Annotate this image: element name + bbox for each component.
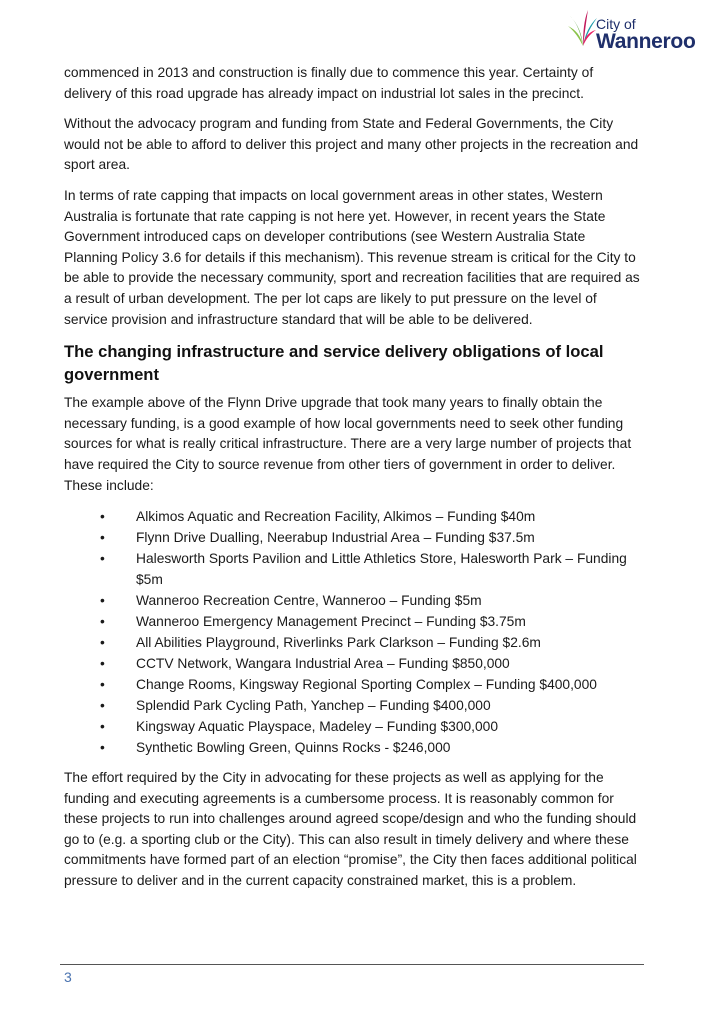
bullet-icon: • [100,698,105,714]
list-item-text: Kingsway Aquatic Playspace, Madeley – Funding $300,000 [136,719,499,735]
list-item [64,653,642,674]
bullet-icon: • [100,530,105,546]
intro-paragraph: The example above of the Flynn Drive upgrade that took many years to finally obtain the necessary funding, is a good example of how local governments need to seek other funding sources for what is really critical infrastructure. There are a very large number of projects that have required the City to source revenue from other tiers of government in order to deliver. These include: [64,395,632,493]
paragraph-2: Without the advocacy program and funding from State and Federal Governments, the City would not be able to afford to deliver this project and many other projects in the recreation and sport area. [64,116,639,173]
section-heading: The changing infrastructure and service delivery obligations of local government [64,342,604,385]
leaf-emblem-icon [566,4,600,48]
list-item-text: Wanneroo Emergency Management Precinct – Funding $3.75m [136,614,526,630]
list-item [64,527,642,548]
logo-line-2: Wanneroo [596,30,696,53]
list-item-text: Halesworth Sports Pavilion and Little Athletics Store, Halesworth Park – Funding $5m [136,551,627,588]
document-body [64,63,642,902]
list-item [64,716,642,737]
list-item-text: Wanneroo Recreation Centre, Wanneroo – Funding $5m [136,593,482,609]
list-item [64,737,642,758]
bullet-icon: • [100,551,105,567]
paragraph-1: commenced in 2013 and construction is finally due to commence this year. Certainty of delivery of this road upgrade has already impact on industrial lot sales in the precinct. [64,65,594,101]
list-item [64,632,642,653]
page-number: 3 [64,969,72,985]
list-item [64,611,642,632]
list-item-text: Change Rooms, Kingsway Regional Sporting Complex – Funding $400,000 [136,677,597,693]
list-item-text: CCTV Network, Wangara Industrial Area – Funding $850,000 [136,656,510,672]
bullet-icon: • [100,509,105,525]
bullet-icon: • [100,719,105,735]
list-item [64,548,642,590]
list-item [64,674,642,695]
list-item-text: Alkimos Aquatic and Recreation Facility, Alkimos – Funding $40m [136,509,536,525]
list-item-text: Synthetic Bowling Green, Quinns Rocks - $246,000 [136,740,451,756]
funded-projects-list [64,506,642,758]
bullet-icon: • [100,593,105,609]
bullet-icon: • [100,635,105,651]
list-item-text: Flynn Drive Dualling, Neerabup Industrial Area – Funding $37.5m [136,530,535,546]
list-item [64,506,642,527]
list-item-text: All Abilities Playground, Riverlinks Park Clarkson – Funding $2.6m [136,635,541,651]
list-item-text: Splendid Park Cycling Path, Yanchep – Funding $400,000 [136,698,491,714]
bullet-icon: • [100,614,105,630]
bullet-icon: • [100,656,105,672]
city-of-wanneroo-logo [566,4,698,54]
footer-divider [60,964,644,965]
list-item [64,695,642,716]
logo-line-1: City of [596,16,636,32]
bullet-icon: • [100,740,105,756]
bullet-icon: • [100,677,105,693]
list-item [64,590,642,611]
closing-paragraph: The effort required by the City in advocating for these projects as well as applying for the funding and executing agreements is a cumbersome process. It is reasonably common for these projects to run into challenges around agreed scope/design and who the funding should go to (e.g. a sporting club or the City). This can also result in timely delivery and where these commitments have formed part of an election “promise”, the City then faces additional political pressure to deliver and in the current capacity constrained market, this is a problem. [64,770,637,889]
paragraph-3: In terms of rate capping that impacts on local government areas in other states, Western Australia is fortunate that rate capping is not here yet. However, in recent years the State Government introduced caps on developer contributions (see Western Australia State Planning Policy 3.6 for details if this mechanism). This revenue stream is critical for the City to be able to provide the necessary community, sport and recreation facilities that are required as a result of urban development. The per lot caps are likely to put pressure on the level of service provision and infrastructure standard that will be able to be delivered. [64,187,640,327]
